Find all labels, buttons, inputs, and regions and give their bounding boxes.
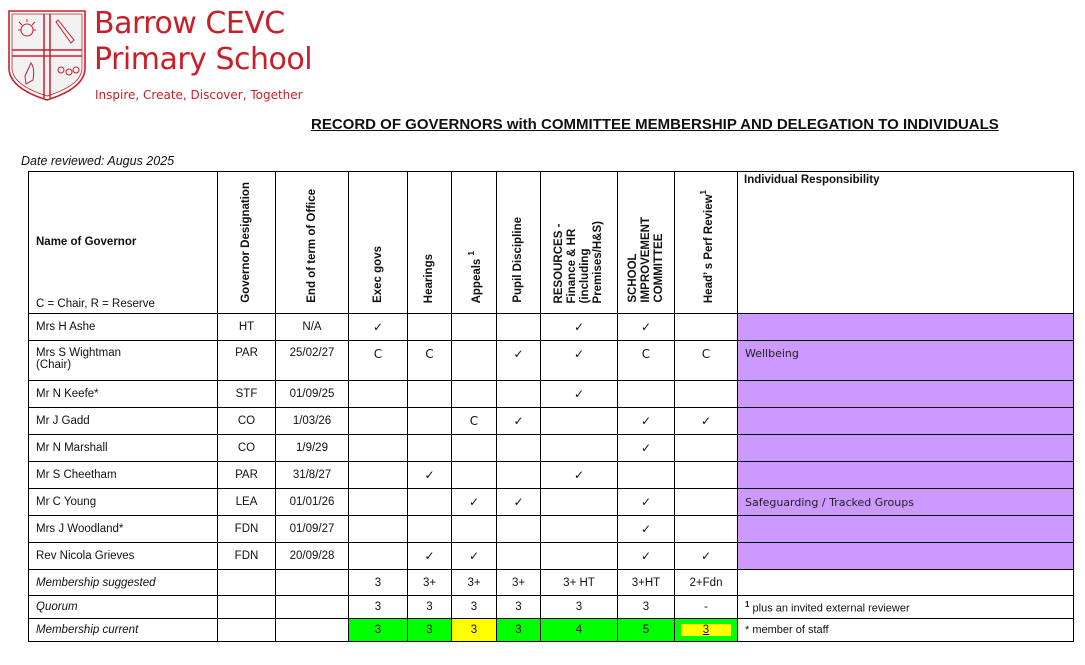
individual-responsibility: Wellbeing: [738, 341, 1074, 381]
footnote-staff: * member of staff: [738, 619, 1074, 642]
membership-hearings: [408, 435, 452, 462]
membership-head: ✓: [675, 543, 738, 570]
col-header-hearings: Hearings: [408, 172, 452, 314]
governor-name: Mrs H Ashe: [29, 314, 218, 341]
individual-responsibility: [738, 435, 1074, 462]
membership-exec: C: [349, 341, 408, 381]
governor-row: [29, 543, 1074, 570]
membership-head: [675, 462, 738, 489]
membership-pupil: ✓: [497, 341, 541, 381]
membership-appeals: [452, 435, 497, 462]
individual-responsibility: [738, 462, 1074, 489]
membership-appeals: [452, 341, 497, 381]
current-resources: 4: [541, 619, 618, 642]
current-exec: 3: [349, 619, 408, 642]
school-crest-logo: [6, 8, 88, 103]
membership-head: [675, 381, 738, 408]
name-header-note: C = Chair, R = Reserve: [36, 298, 155, 310]
governor-designation: PAR: [218, 341, 276, 381]
membership-head: ✓: [675, 408, 738, 435]
membership-appeals: [452, 462, 497, 489]
governor-term-end: 01/09/25: [276, 381, 349, 408]
membership-pupil: [497, 516, 541, 543]
individual-responsibility: [738, 543, 1074, 570]
membership-hearings: [408, 381, 452, 408]
membership-exec: [349, 543, 408, 570]
date-reviewed: Date reviewed: Augus 2025: [21, 154, 175, 168]
governor-term-end: 01/09/27: [276, 516, 349, 543]
governor-name: Rev Nicola Grieves: [29, 543, 218, 570]
membership-resources: [541, 489, 618, 516]
membership-resources: [541, 435, 618, 462]
membership-head: [675, 489, 738, 516]
membership-appeals: C: [452, 408, 497, 435]
governor-designation: HT: [218, 314, 276, 341]
membership-pupil: [497, 462, 541, 489]
membership-head: [675, 435, 738, 462]
membership-head: C: [675, 341, 738, 381]
governor-name: Mr S Cheetham: [29, 462, 218, 489]
governor-row: [29, 462, 1074, 489]
individual-responsibility: [738, 408, 1074, 435]
membership-exec: [349, 408, 408, 435]
individual-responsibility: [738, 314, 1074, 341]
governor-row: [29, 435, 1074, 462]
membership-exec: [349, 381, 408, 408]
governor-designation: CO: [218, 408, 276, 435]
governor-name: Mr N Marshall: [29, 435, 218, 462]
school-name-line1: Barrow CEVC: [94, 6, 285, 41]
footnote-1: $^1$ plus an invited external reviewer: [738, 596, 1074, 619]
membership-pupil: [497, 435, 541, 462]
governor-designation: CO: [218, 435, 276, 462]
governor-designation: PAR: [218, 462, 276, 489]
governor-term-end: 1/03/26: [276, 408, 349, 435]
summary-row-suggested: Membership suggested 3 3+ 3+ 3+ 3+ HT 3+HT 2+Fdn: [29, 570, 1074, 596]
membership-sic: ✓: [618, 543, 675, 570]
governor-name: Mrs J Woodland*: [29, 516, 218, 543]
governor-term-end: 25/02/27: [276, 341, 349, 381]
governor-name: Mr J Gadd: [29, 408, 218, 435]
governor-term-end: 20/09/28: [276, 543, 349, 570]
col-header-school-improvement: SCHOOL IMPROVEMENT COMMITTEE: [618, 172, 675, 314]
membership-sic: ✓: [618, 516, 675, 543]
col-header-pupil-discipline: Pupil Discipline: [497, 172, 541, 314]
governor-name: Mr N Keefe*: [29, 381, 218, 408]
governor-term-end: N/A: [276, 314, 349, 341]
membership-sic: ✓: [618, 314, 675, 341]
col-header-appeals: Appeals $^1$: [452, 172, 497, 314]
membership-sic: ✓: [618, 489, 675, 516]
membership-hearings: [408, 408, 452, 435]
governors-table: [28, 171, 1074, 642]
membership-resources: [541, 408, 618, 435]
governor-designation: FDN: [218, 516, 276, 543]
membership-appeals: ✓: [452, 489, 497, 516]
summary-row-current: Membership current 3 3 3 3 4 5 3 * member of staff: [29, 619, 1074, 642]
current-pupil: 3: [497, 619, 541, 642]
membership-pupil: [497, 543, 541, 570]
current-hearings: 3: [408, 619, 452, 642]
membership-appeals: [452, 314, 497, 341]
membership-resources: [541, 516, 618, 543]
governor-row: [29, 516, 1074, 543]
membership-resources: [541, 543, 618, 570]
current-appeals: 3: [452, 619, 497, 642]
name-header-label: Name of Governor: [36, 236, 137, 248]
membership-hearings: [408, 314, 452, 341]
membership-hearings: C: [408, 341, 452, 381]
current-sic: 5: [618, 619, 675, 642]
membership-head: [675, 314, 738, 341]
col-header-head-perf-review: Head’ s Perf Review$^1$: [675, 172, 738, 314]
individual-responsibility: [738, 516, 1074, 543]
school-motto: Inspire, Create, Discover, Together: [95, 88, 303, 102]
membership-resources: ✓: [541, 341, 618, 381]
col-header-exec: Exec govs: [349, 172, 408, 314]
membership-hearings: [408, 516, 452, 543]
membership-exec: [349, 489, 408, 516]
governor-row: [29, 381, 1074, 408]
col-header-name: [29, 172, 218, 314]
membership-appeals: [452, 381, 497, 408]
col-header-designation: Governor Designation: [218, 172, 276, 314]
school-name: [94, 6, 312, 78]
governor-name: Mr C Young: [29, 489, 218, 516]
membership-pupil: ✓: [497, 408, 541, 435]
membership-sic: C: [618, 341, 675, 381]
col-header-individual: Individual Responsibility: [738, 172, 1074, 314]
membership-pupil: [497, 381, 541, 408]
governor-row: [29, 314, 1074, 341]
school-name-line2: Primary School: [94, 42, 313, 77]
membership-sic: ✓: [618, 435, 675, 462]
governor-designation: FDN: [218, 543, 276, 570]
membership-exec: ✓: [349, 314, 408, 341]
governor-term-end: 31/8/27: [276, 462, 349, 489]
membership-exec: [349, 435, 408, 462]
membership-sic: [618, 381, 675, 408]
membership-sic: [618, 462, 675, 489]
membership-hearings: [408, 489, 452, 516]
membership-appeals: [452, 516, 497, 543]
col-header-resources: RESOURCES - Finance & HR (including Premises/H&S): [541, 172, 618, 314]
membership-appeals: ✓: [452, 543, 497, 570]
governor-designation: LEA: [218, 489, 276, 516]
membership-exec: [349, 516, 408, 543]
summary-row-quorum: Quorum 3 3 3 3 3 3 - $^1$ plus an invited external reviewer: [29, 596, 1074, 619]
membership-hearings: ✓: [408, 543, 452, 570]
governor-row: [29, 489, 1074, 516]
membership-sic: ✓: [618, 408, 675, 435]
membership-hearings: ✓: [408, 462, 452, 489]
membership-head: [675, 516, 738, 543]
header-row: [29, 172, 1074, 314]
col-header-term-end: End of term of Office: [276, 172, 349, 314]
document-title: RECORD OF GOVERNORS with COMMITTEE MEMBERSHIP AND DELEGATION TO INDIVIDUALS: [311, 116, 999, 133]
individual-responsibility: Safeguarding / Tracked Groups: [738, 489, 1074, 516]
membership-resources: ✓: [541, 462, 618, 489]
governor-term-end: 01/01/26: [276, 489, 349, 516]
governor-name: Mrs S Wightman (Chair): [29, 341, 218, 381]
individual-responsibility: [738, 381, 1074, 408]
current-head: 3: [675, 619, 738, 642]
governor-term-end: 1/9/29: [276, 435, 349, 462]
membership-exec: [349, 462, 408, 489]
governor-row: [29, 341, 1074, 381]
governor-row: [29, 408, 1074, 435]
membership-pupil: ✓: [497, 489, 541, 516]
membership-resources: ✓: [541, 314, 618, 341]
governor-designation: STF: [218, 381, 276, 408]
membership-resources: ✓: [541, 381, 618, 408]
membership-pupil: [497, 314, 541, 341]
